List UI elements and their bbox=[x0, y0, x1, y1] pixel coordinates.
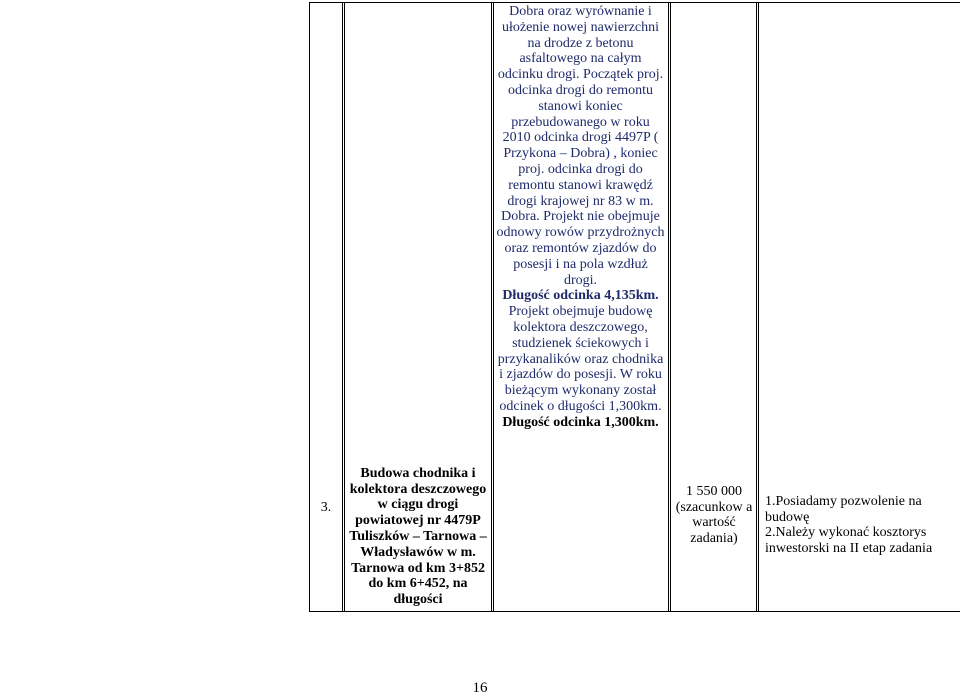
table-column-divider bbox=[491, 2, 492, 612]
cost-value: 1 550 000 (szacunkow a wartość zadania) bbox=[675, 483, 753, 547]
table-border-bottom bbox=[309, 611, 960, 612]
task-name-cell bbox=[348, 4, 488, 608]
description-part2: Projekt obejmuje budowę kolektora deszczowego, studzienek ściekowych i przykanalików oraz chodnika i zjazdów do posesji. W roku bieżącym wykonany został odcinek o długości 1,300km. bbox=[497, 304, 664, 414]
note-item: 2.Należy wykonać kosztorys inwestorski na II etap zadania bbox=[765, 525, 933, 557]
length-2: Długość odcinka 1,300km. bbox=[502, 414, 659, 430]
description-part1: Dobra oraz wyrównanie i ułożenie nowej nawierzchni na drodze z betonu asfaltowego na całym odcinku drogi. Początek proj. odcinka drogi do remontu stanowi koniec przebudowanego w roku 2010 odcinka drogi 4497P ( Przykona – Dobra) , koniec proj. odcinka drogi do remontu stanowi krawędź drogi krajowej nr 83 w m. Dobra. Projekt nie obejmuje odnowy rowów przydrożnych oraz remontów zjazdów do posesji i na pola wzdłuż drogi. bbox=[496, 4, 665, 288]
note-item: 1.Posiadamy pozwolenie na budowę bbox=[765, 493, 922, 525]
table-border-top bbox=[309, 2, 960, 3]
notes-cell bbox=[765, 4, 957, 602]
table-column-divider bbox=[493, 2, 494, 612]
table-column-divider bbox=[758, 2, 759, 612]
task-name: Budowa chodnika i kolektora deszczowego w ciągu drogi powiatowej nr 4479P Tuliszków – Tarnowa – Władysławów w m. Tarnowa od km 3+852 do km 6+452, na długości bbox=[349, 465, 487, 608]
cost-cell bbox=[674, 4, 754, 602]
page-number: 16 bbox=[472, 680, 488, 696]
row-number: 3. bbox=[320, 500, 332, 516]
table-column-divider bbox=[342, 2, 343, 612]
table-column-divider bbox=[309, 2, 310, 612]
description-cell bbox=[496, 4, 665, 608]
table-column-divider bbox=[670, 2, 671, 612]
length-1: Długość odcinka 4,135km. bbox=[502, 288, 659, 304]
table-column-divider bbox=[668, 2, 669, 612]
row-number-cell bbox=[312, 4, 340, 602]
table-column-divider bbox=[344, 2, 345, 612]
table-column-divider bbox=[756, 2, 757, 612]
